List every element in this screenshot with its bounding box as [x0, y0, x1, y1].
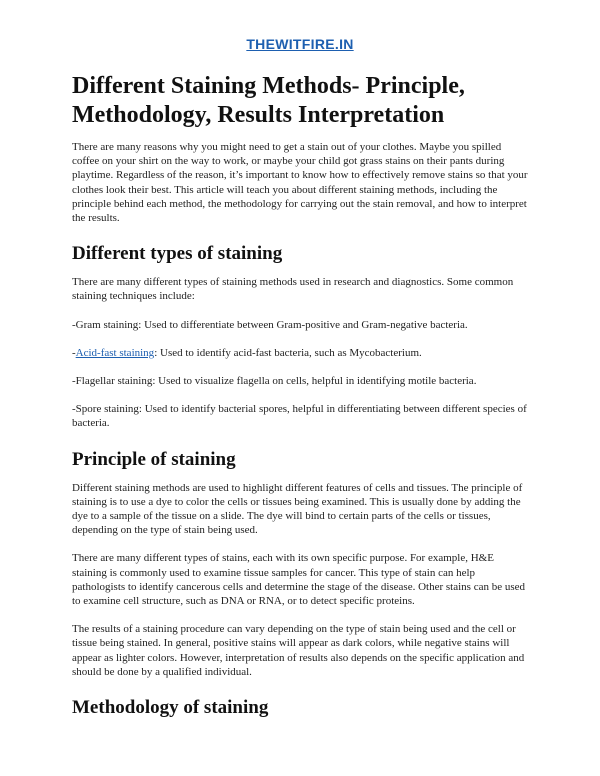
list-item-gram: -Gram staining: Used to differentiate between Gram-positive and Gram-negative bacteria.: [72, 318, 468, 331]
section-heading-methodology: Methodology of staining: [72, 697, 269, 719]
principle-paragraph-3: The results of a staining procedure can vary depending on the type of stain being used and the cell or tissue being stained. In general, positive stains will appear as dark colors, while negative stains will appear as lighter colors. However, interpretation of results also depends on the specific application and should be done by a qualified individual.: [72, 623, 525, 678]
site-title-link[interactable]: THEWITFIRE.IN: [246, 36, 354, 52]
acid-fast-description: : Used to identify acid-fast bacteria, such as Mycobacterium.: [154, 346, 422, 359]
types-intro-paragraph: There are many different types of staining methods used in research and diagnostics. Some common staining techniques include:: [72, 276, 514, 303]
principle-paragraph-1: Different staining methods are used to highlight different features of cells and tissues. The principle of staining is to use a dye to color the cells or tissues being examined. This is usually done by adding the dye to a sample of the tissue on a slide. The dye will bind to certain parts of the cells or tissues, depending on the type of stain being used.: [72, 481, 523, 537]
section-heading-principle: Principle of staining: [72, 448, 236, 470]
list-item-spore: -Spore staining: Used to identify bacterial spores, helpful in differentiating between different species of bacteria.: [72, 403, 527, 430]
list-item-flagellar: -Flagellar staining: Used to visualize flagella on cells, helpful in identifying motile bacteria.: [72, 375, 477, 388]
acid-fast-staining-link[interactable]: Acid-fast staining: [75, 346, 155, 359]
intro-paragraph: There are many reasons why you might need to get a stain out of your clothes. Maybe you spilled coffee on your shirt on the way to work, or maybe your child got grass stains on their pants during playtime. Regardless of the reason, it’s important to know how to effectively remove stains so that your clothes look their best. This article will teach you about different staining methods, including the principle behind each method, the methodology for carrying out the stain removal, and how to interpret the results.: [72, 141, 528, 225]
list-item-acid-fast: [72, 346, 530, 360]
section-heading-types: Different types of staining: [72, 243, 283, 265]
article-content: [72, 72, 530, 729]
principle-paragraph-2: There are many different types of stains, each with its own specific purpose. For example, H&E staining is commonly used to examine tissue samples for cancer. This type of stain can help pathologists to identify cancerous cells and determine the stage of the disease. Other stains can be used to examine cell structure, such as DNA or RNA, or to detect specific proteins.: [72, 552, 525, 608]
article-title: Different Staining Methods- Principle, Methodology, Results Interpretation: [72, 73, 465, 128]
list-dash: -: [72, 346, 76, 359]
